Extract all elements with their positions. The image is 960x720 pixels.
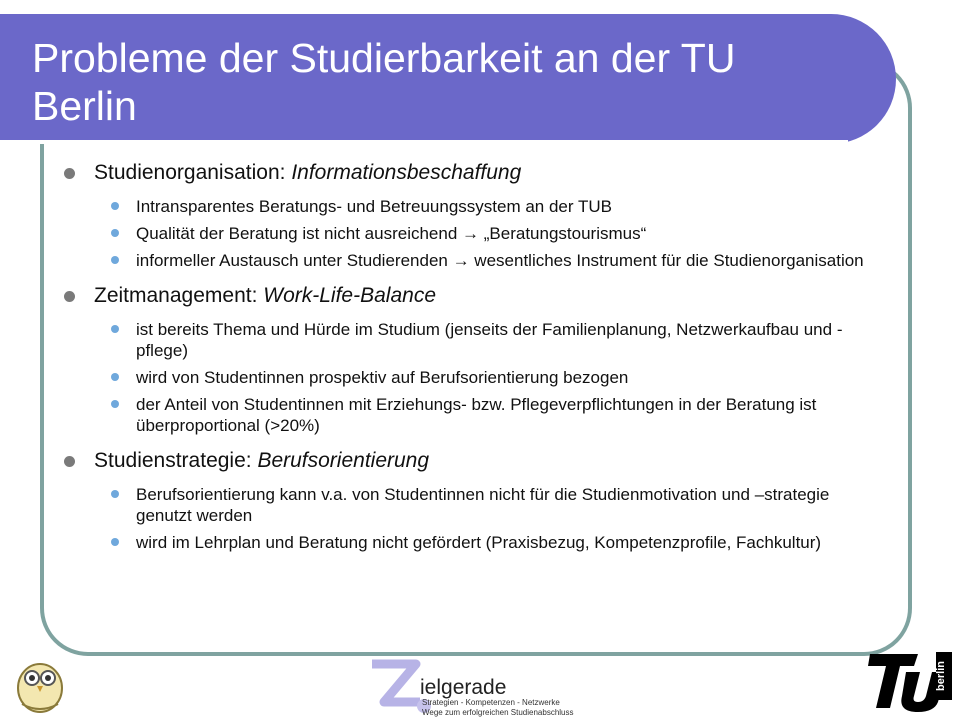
section-heading: [62, 160, 882, 186]
sub-bullet-icon: [111, 229, 119, 237]
sub-bullet-icon: [111, 325, 119, 333]
sub-bullet-icon: [111, 538, 119, 546]
list-item: [62, 319, 882, 361]
bullet-icon: [64, 456, 75, 467]
sub-bullet-icon: [111, 202, 119, 210]
arrow-right-icon: →: [462, 224, 480, 243]
item-text-after: wesentliches Instrument für die Studienorganisation: [469, 251, 864, 270]
tu-berlin-logo-icon: [868, 648, 954, 712]
list-item: [62, 532, 882, 553]
section-heading: [62, 448, 882, 474]
sub-bullet-icon: [111, 400, 119, 408]
item-text: ist bereits Thema und Hürde im Studium (jenseits der Familienplanung, Netzwerkaufbau und -pflege): [136, 320, 843, 360]
section-label: Studienstrategie:: [94, 449, 258, 472]
zielgerade-subtitle: Wege zum erfolgreichen Studienabschluss: [422, 708, 574, 717]
owl-mascot-icon: [10, 654, 68, 714]
sub-list: [62, 196, 882, 271]
bullet-icon: [64, 168, 75, 179]
sub-bullet-icon: [111, 373, 119, 381]
zielgerade-tagline: Strategien - Kompetenzen - Netzwerke: [422, 698, 560, 707]
sub-list: [62, 484, 882, 553]
item-text: Qualität der Beratung ist nicht ausreichend: [136, 224, 463, 243]
title-underline: [0, 140, 848, 144]
list-item: [62, 484, 882, 526]
list-item: [62, 367, 882, 388]
section-label-italic: Berufsorientierung: [257, 449, 430, 472]
section-label-italic: Informationsbeschaffung: [291, 161, 522, 184]
list-item: [62, 223, 882, 244]
section-label-italic: Work-Life-Balance: [263, 284, 436, 307]
item-text: Intransparentes Beratungs- und Betreuungssystem an der TUB: [136, 197, 612, 216]
item-text: wird von Studentinnen prospektiv auf Berufsorientierung bezogen: [136, 368, 629, 387]
item-text: der Anteil von Studentinnen mit Erziehungs- bzw. Pflegeverpflichtungen in der Beratung ist überproportional (>20%): [136, 395, 817, 435]
item-text: Berufsorientierung kann v.a. von Studentinnen nicht für die Studienmotivation und –strategie genutzt werden: [136, 485, 830, 525]
item-text: informeller Austausch unter Studierenden: [136, 251, 453, 270]
slide-content: [62, 148, 882, 559]
section-label: Studienorganisation:: [94, 161, 292, 184]
zielgerade-name: ielgerade: [420, 676, 507, 699]
slide-title: Probleme der Studierbarkeit an der TU Berlin: [32, 35, 736, 129]
list-item: [62, 250, 882, 271]
list-item: [62, 394, 882, 436]
section-label: Zeitmanagement:: [94, 284, 264, 307]
sub-bullet-icon: [111, 256, 119, 264]
bullet-icon: [64, 291, 75, 302]
item-text-after: „Beratungstourismus“: [479, 224, 647, 243]
svg-text:berlin: berlin: [935, 661, 947, 691]
list-item: [62, 196, 882, 217]
arrow-right-icon: →: [452, 251, 470, 270]
sub-list: [62, 319, 882, 436]
section-heading: [62, 283, 882, 309]
title-bar: [0, 14, 896, 144]
sub-bullet-icon: [111, 490, 119, 498]
item-text: wird im Lehrplan und Beratung nicht gefördert (Praxisbezug, Kompetenzprofile, Fachkultur): [136, 533, 822, 552]
